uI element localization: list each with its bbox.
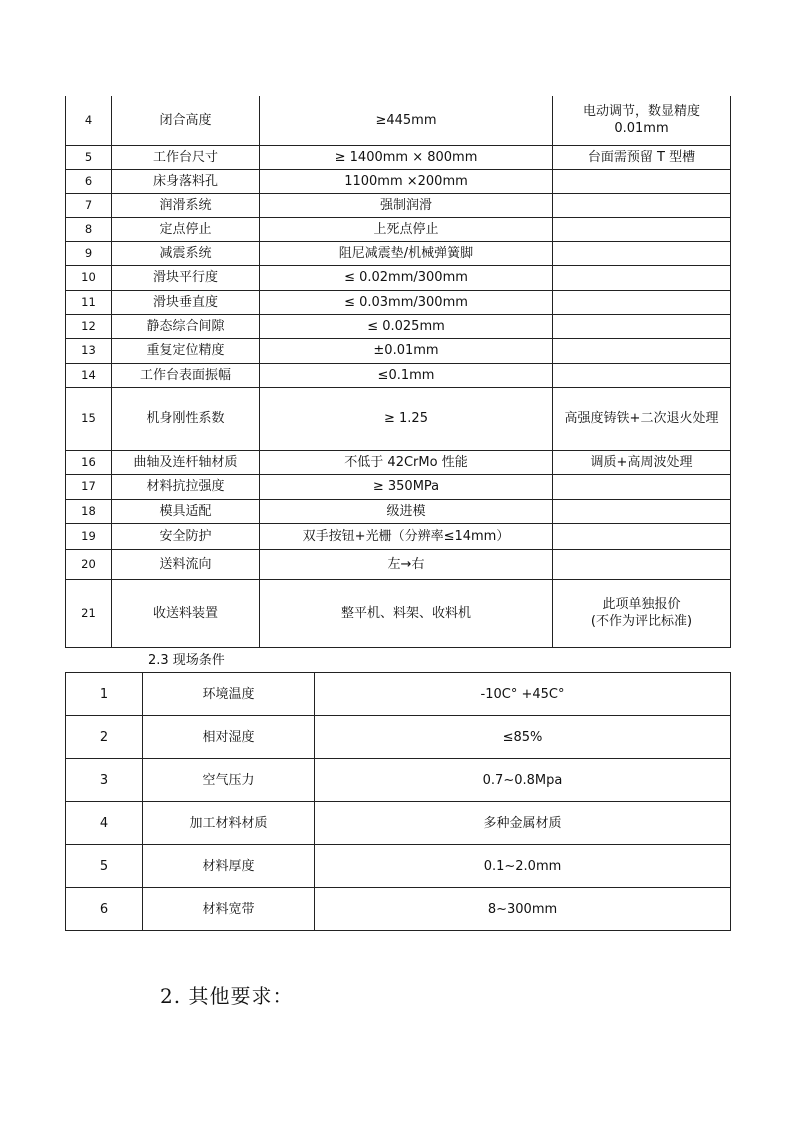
spec-row-number: 18 bbox=[66, 499, 112, 523]
spec-item-value: ≤ 0.03mm/300mm bbox=[260, 290, 553, 314]
site-table-body bbox=[66, 673, 731, 931]
spec-row bbox=[66, 193, 731, 217]
spec-item-value: 级进模 bbox=[260, 499, 553, 523]
spec-row-number: 14 bbox=[66, 363, 112, 387]
site-row-number: 6 bbox=[66, 888, 143, 931]
spec-item-remark bbox=[553, 265, 731, 290]
site-row bbox=[66, 673, 731, 716]
spec-item-value: 上死点停止 bbox=[260, 217, 553, 241]
site-item-value: 0.7~0.8Mpa bbox=[315, 759, 731, 802]
spec-table bbox=[65, 96, 731, 648]
spec-item-remark bbox=[553, 290, 731, 314]
site-row bbox=[66, 845, 731, 888]
site-row-number: 1 bbox=[66, 673, 143, 716]
spec-item-remark: 高强度铸铁+二次退火处理 bbox=[553, 387, 731, 450]
spec-row bbox=[66, 217, 731, 241]
spec-row bbox=[66, 241, 731, 265]
spec-row bbox=[66, 169, 731, 193]
spec-row-number: 4 bbox=[66, 96, 112, 145]
section-label-site-conditions: 2.3 现场条件 bbox=[148, 653, 225, 668]
spec-item-remark bbox=[553, 169, 731, 193]
site-row-number: 5 bbox=[66, 845, 143, 888]
spec-item-remark: 台面需预留 T 型槽 bbox=[553, 145, 731, 169]
spec-item-name: 安全防护 bbox=[112, 523, 260, 549]
spec-row bbox=[66, 523, 731, 549]
spec-row-number: 5 bbox=[66, 145, 112, 169]
spec-item-name: 材料抗拉强度 bbox=[112, 474, 260, 499]
spec-row bbox=[66, 145, 731, 169]
spec-item-value: ≥ 350MPa bbox=[260, 474, 553, 499]
spec-item-name: 减震系统 bbox=[112, 241, 260, 265]
site-item-name: 空气压力 bbox=[143, 759, 315, 802]
spec-item-value: 1100mm ×200mm bbox=[260, 169, 553, 193]
spec-item-remark bbox=[553, 523, 731, 549]
spec-row bbox=[66, 499, 731, 523]
spec-row bbox=[66, 474, 731, 499]
spec-item-name: 曲轴及连杆轴材质 bbox=[112, 450, 260, 474]
spec-item-name: 工作台尺寸 bbox=[112, 145, 260, 169]
spec-row-number: 16 bbox=[66, 450, 112, 474]
spec-row bbox=[66, 363, 731, 387]
spec-item-name: 模具适配 bbox=[112, 499, 260, 523]
spec-item-value: ≤ 0.02mm/300mm bbox=[260, 265, 553, 290]
spec-item-remark bbox=[553, 193, 731, 217]
site-item-name: 加工材料材质 bbox=[143, 802, 315, 845]
spec-row-number: 6 bbox=[66, 169, 112, 193]
spec-item-name: 收送料装置 bbox=[112, 579, 260, 647]
spec-row-number: 13 bbox=[66, 338, 112, 363]
spec-row bbox=[66, 290, 731, 314]
spec-item-name: 床身落料孔 bbox=[112, 169, 260, 193]
site-row-number: 2 bbox=[66, 716, 143, 759]
spec-item-remark bbox=[553, 314, 731, 338]
spec-item-value: ±0.01mm bbox=[260, 338, 553, 363]
site-row bbox=[66, 716, 731, 759]
site-item-name: 相对湿度 bbox=[143, 716, 315, 759]
spec-item-remark bbox=[553, 338, 731, 363]
site-item-name: 环境温度 bbox=[143, 673, 315, 716]
spec-item-remark bbox=[553, 217, 731, 241]
spec-item-name: 机身刚性系数 bbox=[112, 387, 260, 450]
spec-item-value: 整平机、料架、收料机 bbox=[260, 579, 553, 647]
spec-item-name: 定点停止 bbox=[112, 217, 260, 241]
spec-item-name: 静态综合间隙 bbox=[112, 314, 260, 338]
spec-row-number: 10 bbox=[66, 265, 112, 290]
spec-row-number: 15 bbox=[66, 387, 112, 450]
spec-row bbox=[66, 265, 731, 290]
spec-row-number: 20 bbox=[66, 549, 112, 579]
spec-row bbox=[66, 96, 731, 145]
site-item-value: 0.1~2.0mm bbox=[315, 845, 731, 888]
spec-table-body bbox=[66, 96, 731, 647]
site-row bbox=[66, 759, 731, 802]
spec-item-remark bbox=[553, 499, 731, 523]
spec-item-remark: 电动调节，数显精度 0.01mm bbox=[553, 96, 731, 145]
spec-item-value: 不低于 42CrMo 性能 bbox=[260, 450, 553, 474]
spec-item-name: 送料流向 bbox=[112, 549, 260, 579]
spec-item-value: 阻尼减震垫/机械弹簧脚 bbox=[260, 241, 553, 265]
spec-row-number: 8 bbox=[66, 217, 112, 241]
spec-item-name: 工作台表面振幅 bbox=[112, 363, 260, 387]
site-item-name: 材料宽带 bbox=[143, 888, 315, 931]
site-item-value: 多种金属材质 bbox=[315, 802, 731, 845]
spec-row-number: 17 bbox=[66, 474, 112, 499]
spec-row-number: 7 bbox=[66, 193, 112, 217]
site-item-value: ≤85% bbox=[315, 716, 731, 759]
spec-item-name: 滑块垂直度 bbox=[112, 290, 260, 314]
site-item-value: 8~300mm bbox=[315, 888, 731, 931]
spec-item-name: 闭合高度 bbox=[112, 96, 260, 145]
spec-item-value: 强制润滑 bbox=[260, 193, 553, 217]
spec-item-remark bbox=[553, 363, 731, 387]
site-conditions-table bbox=[65, 672, 731, 931]
spec-item-value: ≥445mm bbox=[260, 96, 553, 145]
site-item-value: -10C° +45C° bbox=[315, 673, 731, 716]
spec-item-value: ≥ 1.25 bbox=[260, 387, 553, 450]
spec-item-remark bbox=[553, 474, 731, 499]
site-item-name: 材料厚度 bbox=[143, 845, 315, 888]
spec-row bbox=[66, 549, 731, 579]
spec-item-name: 滑块平行度 bbox=[112, 265, 260, 290]
spec-row bbox=[66, 450, 731, 474]
spec-item-remark bbox=[553, 241, 731, 265]
spec-item-remark: 调质+高周波处理 bbox=[553, 450, 731, 474]
spec-item-remark bbox=[553, 549, 731, 579]
spec-item-value: ≥ 1400mm × 800mm bbox=[260, 145, 553, 169]
spec-row bbox=[66, 579, 731, 647]
spec-row-number: 12 bbox=[66, 314, 112, 338]
spec-row bbox=[66, 314, 731, 338]
site-row bbox=[66, 888, 731, 931]
spec-item-value: ≤0.1mm bbox=[260, 363, 553, 387]
site-row bbox=[66, 802, 731, 845]
spec-item-name: 重复定位精度 bbox=[112, 338, 260, 363]
spec-row-number: 11 bbox=[66, 290, 112, 314]
spec-item-remark: 此项单独报价 (不作为评比标准) bbox=[553, 579, 731, 647]
spec-item-value: 双手按钮+光栅（分辨率≤14mm） bbox=[260, 523, 553, 549]
spec-row bbox=[66, 387, 731, 450]
spec-row-number: 21 bbox=[66, 579, 112, 647]
site-row-number: 4 bbox=[66, 802, 143, 845]
spec-item-value: 左→右 bbox=[260, 549, 553, 579]
spec-item-value: ≤ 0.025mm bbox=[260, 314, 553, 338]
other-requirements-heading: 2. 其他要求： bbox=[160, 984, 294, 1008]
spec-row bbox=[66, 338, 731, 363]
spec-row-number: 19 bbox=[66, 523, 112, 549]
spec-row-number: 9 bbox=[66, 241, 112, 265]
spec-item-name: 润滑系统 bbox=[112, 193, 260, 217]
site-row-number: 3 bbox=[66, 759, 143, 802]
